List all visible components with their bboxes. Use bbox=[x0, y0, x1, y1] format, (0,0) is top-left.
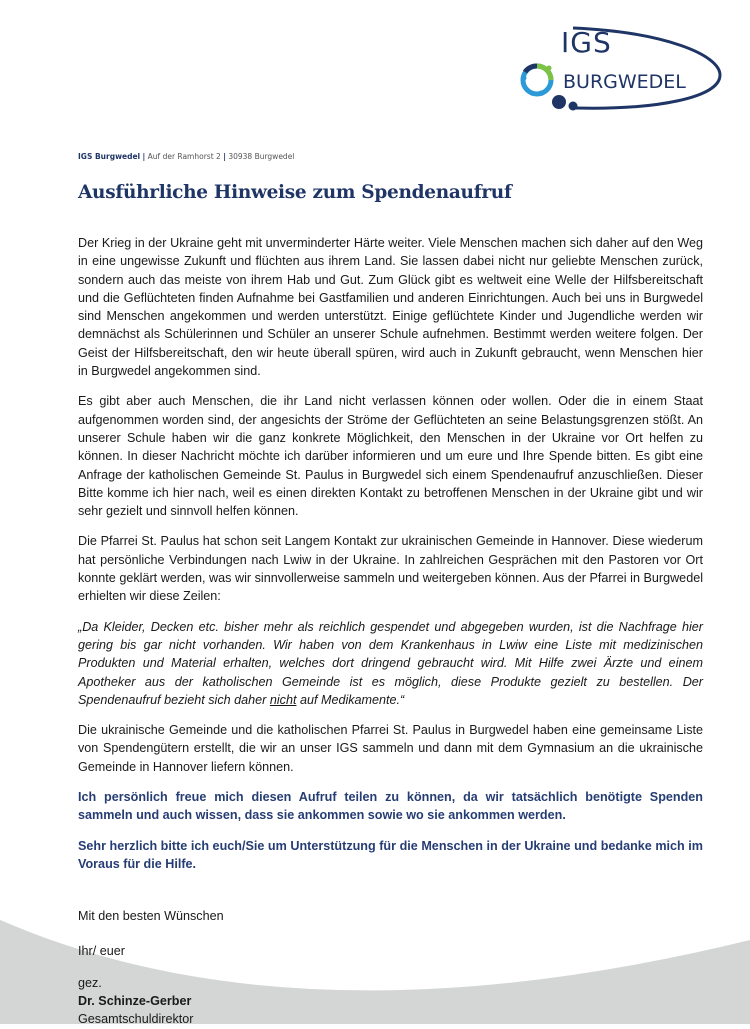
separator: | bbox=[223, 152, 226, 161]
signed-note: gez. bbox=[78, 975, 102, 990]
paragraph-4: Die ukrainische Gemeinde und die katholischen Pfarrei St. Paulus in Burgwedel haben eine gemeinsame Liste von Spendengütern erstellt, die wir an unser IGS sammeln und dann mit dem Gymnasium an die ukrainische Gemeinde in Hannover liefern können. bbox=[78, 723, 703, 774]
quote-text: „Da Kleider, Decken etc. bisher mehr als reichlich gespendet und abgegeben wurden, ist die Nachfrage hier gering bis gar nicht vorhanden. Wir haben von dem Krankenhaus in Lwiw eine Liste mit medizinischen Produkten und Material erhalten, welches dort dringend gebraucht wird. Mit Hilfe zwei Ärzte und einem Apotheker aus der katholischen Gemeinde ist es möglich, diese Produkte gezielt zu bestellen. Der Spendenaufruf bezieht sich daher bbox=[78, 619, 703, 707]
signer-name: Dr. Schinze-Gerber bbox=[78, 994, 192, 1009]
paragraph-3: Die Pfarrei St. Paulus hat schon seit Langem Kontakt zur ukrainischen Gemeinde in Hannover. Diese wiederum hat persönliche Verbindungen nach Lwiw in der Ukraine. In zahlreichen Gesprächen mit den Pastoren vor Ort konnte geklärt werden, was wir sinnvollerweise sammeln und weitergeben können. Aus der Pfarrei in Burgwedel erhielten wir diese Zeilen: bbox=[78, 534, 703, 604]
street: Auf der Ramhorst 2 bbox=[147, 152, 221, 161]
closing-greeting: Mit den besten Wünschen bbox=[78, 909, 224, 924]
document-title: Ausführliche Hinweise zum Spendenaufruf bbox=[78, 182, 512, 203]
svg-text:BURGWEDEL: BURGWEDEL bbox=[563, 71, 686, 93]
sender-address-line bbox=[78, 152, 294, 161]
letter-body bbox=[78, 234, 703, 1029]
quote-emphasis: nicht bbox=[269, 692, 297, 707]
igs-burgwedel-logo bbox=[515, 20, 725, 115]
signer-role: Gesamtschuldirektor bbox=[78, 1012, 194, 1027]
paragraph-1: Der Krieg in der Ukraine geht mit unverminderter Härte weiter. Viele Menschen machen sich daher auf den Weg in eine ungewisse Zukunft und flüchten aus ihrem Land. Sie lassen dabei nicht nur geliebte Menschen zurück, sondern auch das meiste von ihrem Hab und Gut. Zum Glück gibt es weltweit eine Welle der Hilfsbereitschaft und die Geflüchteten finden Aufnahme bei Gastfamilien und anderen Einrichtungen. Auch bei uns in Burgwedel sind Menschen angekommen und werden unterstützt. Einige geflüchtete Kinder und Jugendliche werden wir demnächst als Schülerinnen und Schüler an unserer Schule aufnehmen. Bestimmt werden weitere folgen. Der Geist der Hilfsbereitschaft, den wir heute überall spüren, wird auch in Zukunft gebraucht, wenn Menschen hier in Burgwedel angekommen sind. bbox=[78, 236, 703, 379]
signature-block bbox=[78, 907, 703, 1028]
city: 30938 Burgwedel bbox=[228, 152, 295, 161]
salutation: Ihr/ euer bbox=[78, 943, 125, 958]
quote-paragraph bbox=[78, 618, 703, 709]
separator: | bbox=[142, 152, 146, 161]
highlight-paragraph-1: Ich persönlich freue mich diesen Aufruf teilen zu können, da wir tatsächlich benötigte Spenden sammeln und auch wissen, dass sie ankommen sowie wo sie ankommen werden. bbox=[78, 790, 703, 823]
svg-text:IGS: IGS bbox=[561, 26, 612, 59]
paragraph-2: Es gibt aber auch Menschen, die ihr Land nicht verlassen können oder wollen. Oder die in einem Staat aufgenommen worden sind, der angesichts der Ströme der Geflüchteten an seine Belastungsgrenzen stößt. An unserer Schule haben wir die ganz konkrete Möglichkeit, den Menschen in der Ukraine vor Ort helfen zu können. In dieser Nachricht möchte ich darüber informieren und um eure und Ihre Spende bitten. Es gibt eine Anfrage der katholischen Gemeinde St. Paulus in Burgwedel sich einem Spendenaufruf anzuschließen. Dieser Bitte komme ich hier nach, weil es einen direkten Kontakt zu betroffenen Menschen in der Ukraine gibt und wir sehr gezielt und sinnvoll helfen können. bbox=[78, 394, 703, 519]
quote-text-end: auf Medikamente.“ bbox=[296, 692, 405, 707]
people-circle-logo-icon bbox=[522, 66, 552, 96]
highlight-paragraph-2: Sehr herzlich bitte ich euch/Sie um Unterstützung für die Menschen in der Ukraine und bedanke mich im Voraus für die Hilfe. bbox=[78, 838, 703, 871]
school-name: IGS Burgwedel bbox=[78, 152, 141, 161]
